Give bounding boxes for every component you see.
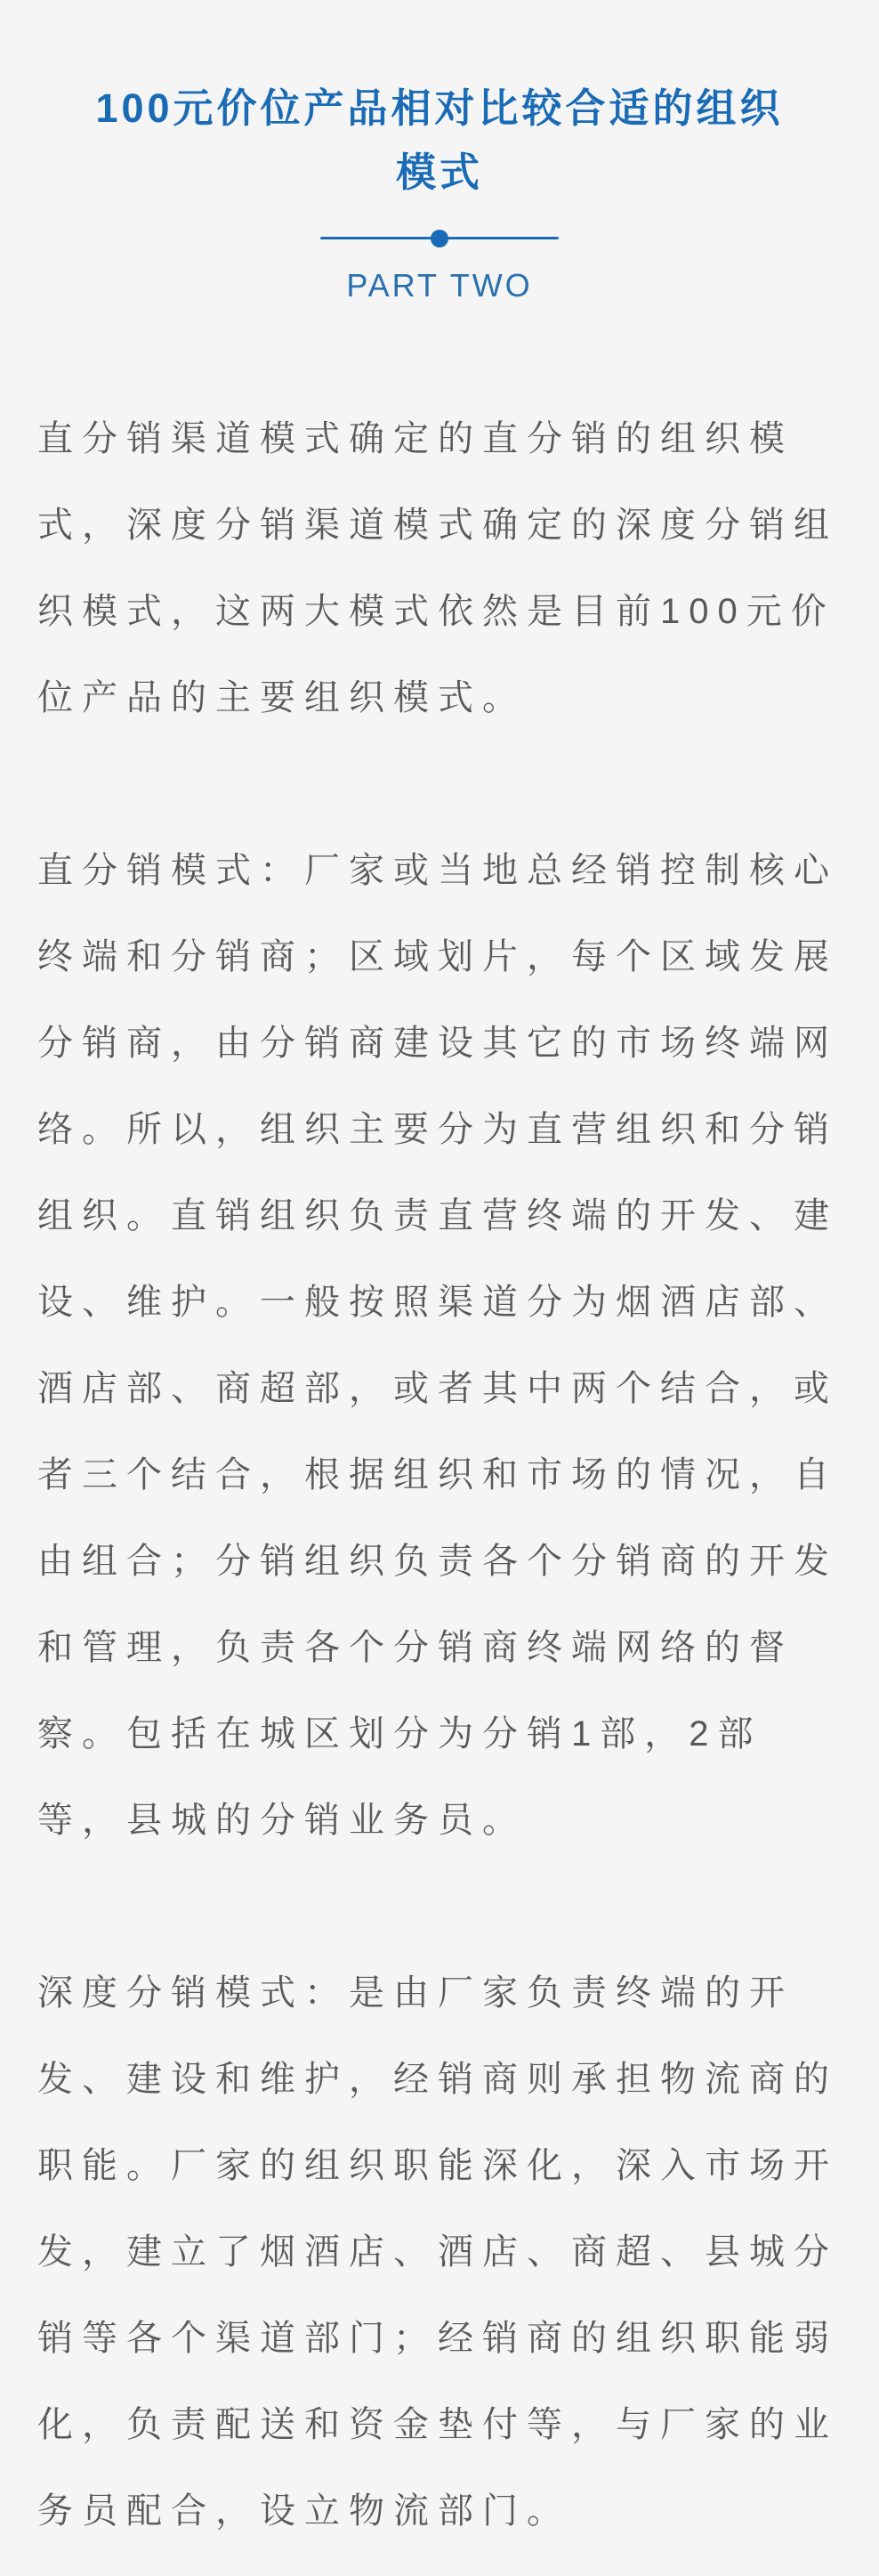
paragraph-intro: 直分销渠道模式确定的直分销的组织模式，深度分销渠道模式确定的深度分销组织模式，这两大模式依然是目前100元价位产品的主要组织模式。 — [37, 419, 838, 717]
divider-dot-icon — [431, 230, 448, 247]
part-label: PART TWO — [346, 267, 533, 304]
article-body — [0, 311, 879, 2576]
section-header — [0, 0, 879, 311]
paragraph-direct-distribution-model: 直分销模式：厂家或当地总经销控制核心终端和分销商；区域划片，每个区域发展分销商，由分销商建设其它的市场终端网络。所以，组织主要分为直营组织和分销组织。直销组织负责直营终端的开发、建设、维护。一般按照渠道分为烟酒店部、酒店部、商超部，或者其中两个结合，或者三个结合，根据组织和市场的情况，自由组合；分销组织负责各个分销商的开发和管理，负责各个分销商终端网络的督察。包括在城区划分为分销1部，2部等，县城的分销业务员。 — [37, 851, 838, 1840]
section-title: 100元价位产品相对比较合适的组织模式 — [95, 85, 784, 195]
paragraph-deep-distribution-model: 深度分销模式：是由厂家负责终端的开发、建设和维护，经销商则承担物流商的职能。厂家的组织职能深化，深入市场开发，建立了烟酒店、酒店、商超、县城分销等各个渠道部门；经销商的组织职能弱化，负责配送和资金垫付等，与厂家的业务员配合，设立物流部门。 — [37, 1973, 838, 2531]
title-divider — [320, 237, 559, 239]
